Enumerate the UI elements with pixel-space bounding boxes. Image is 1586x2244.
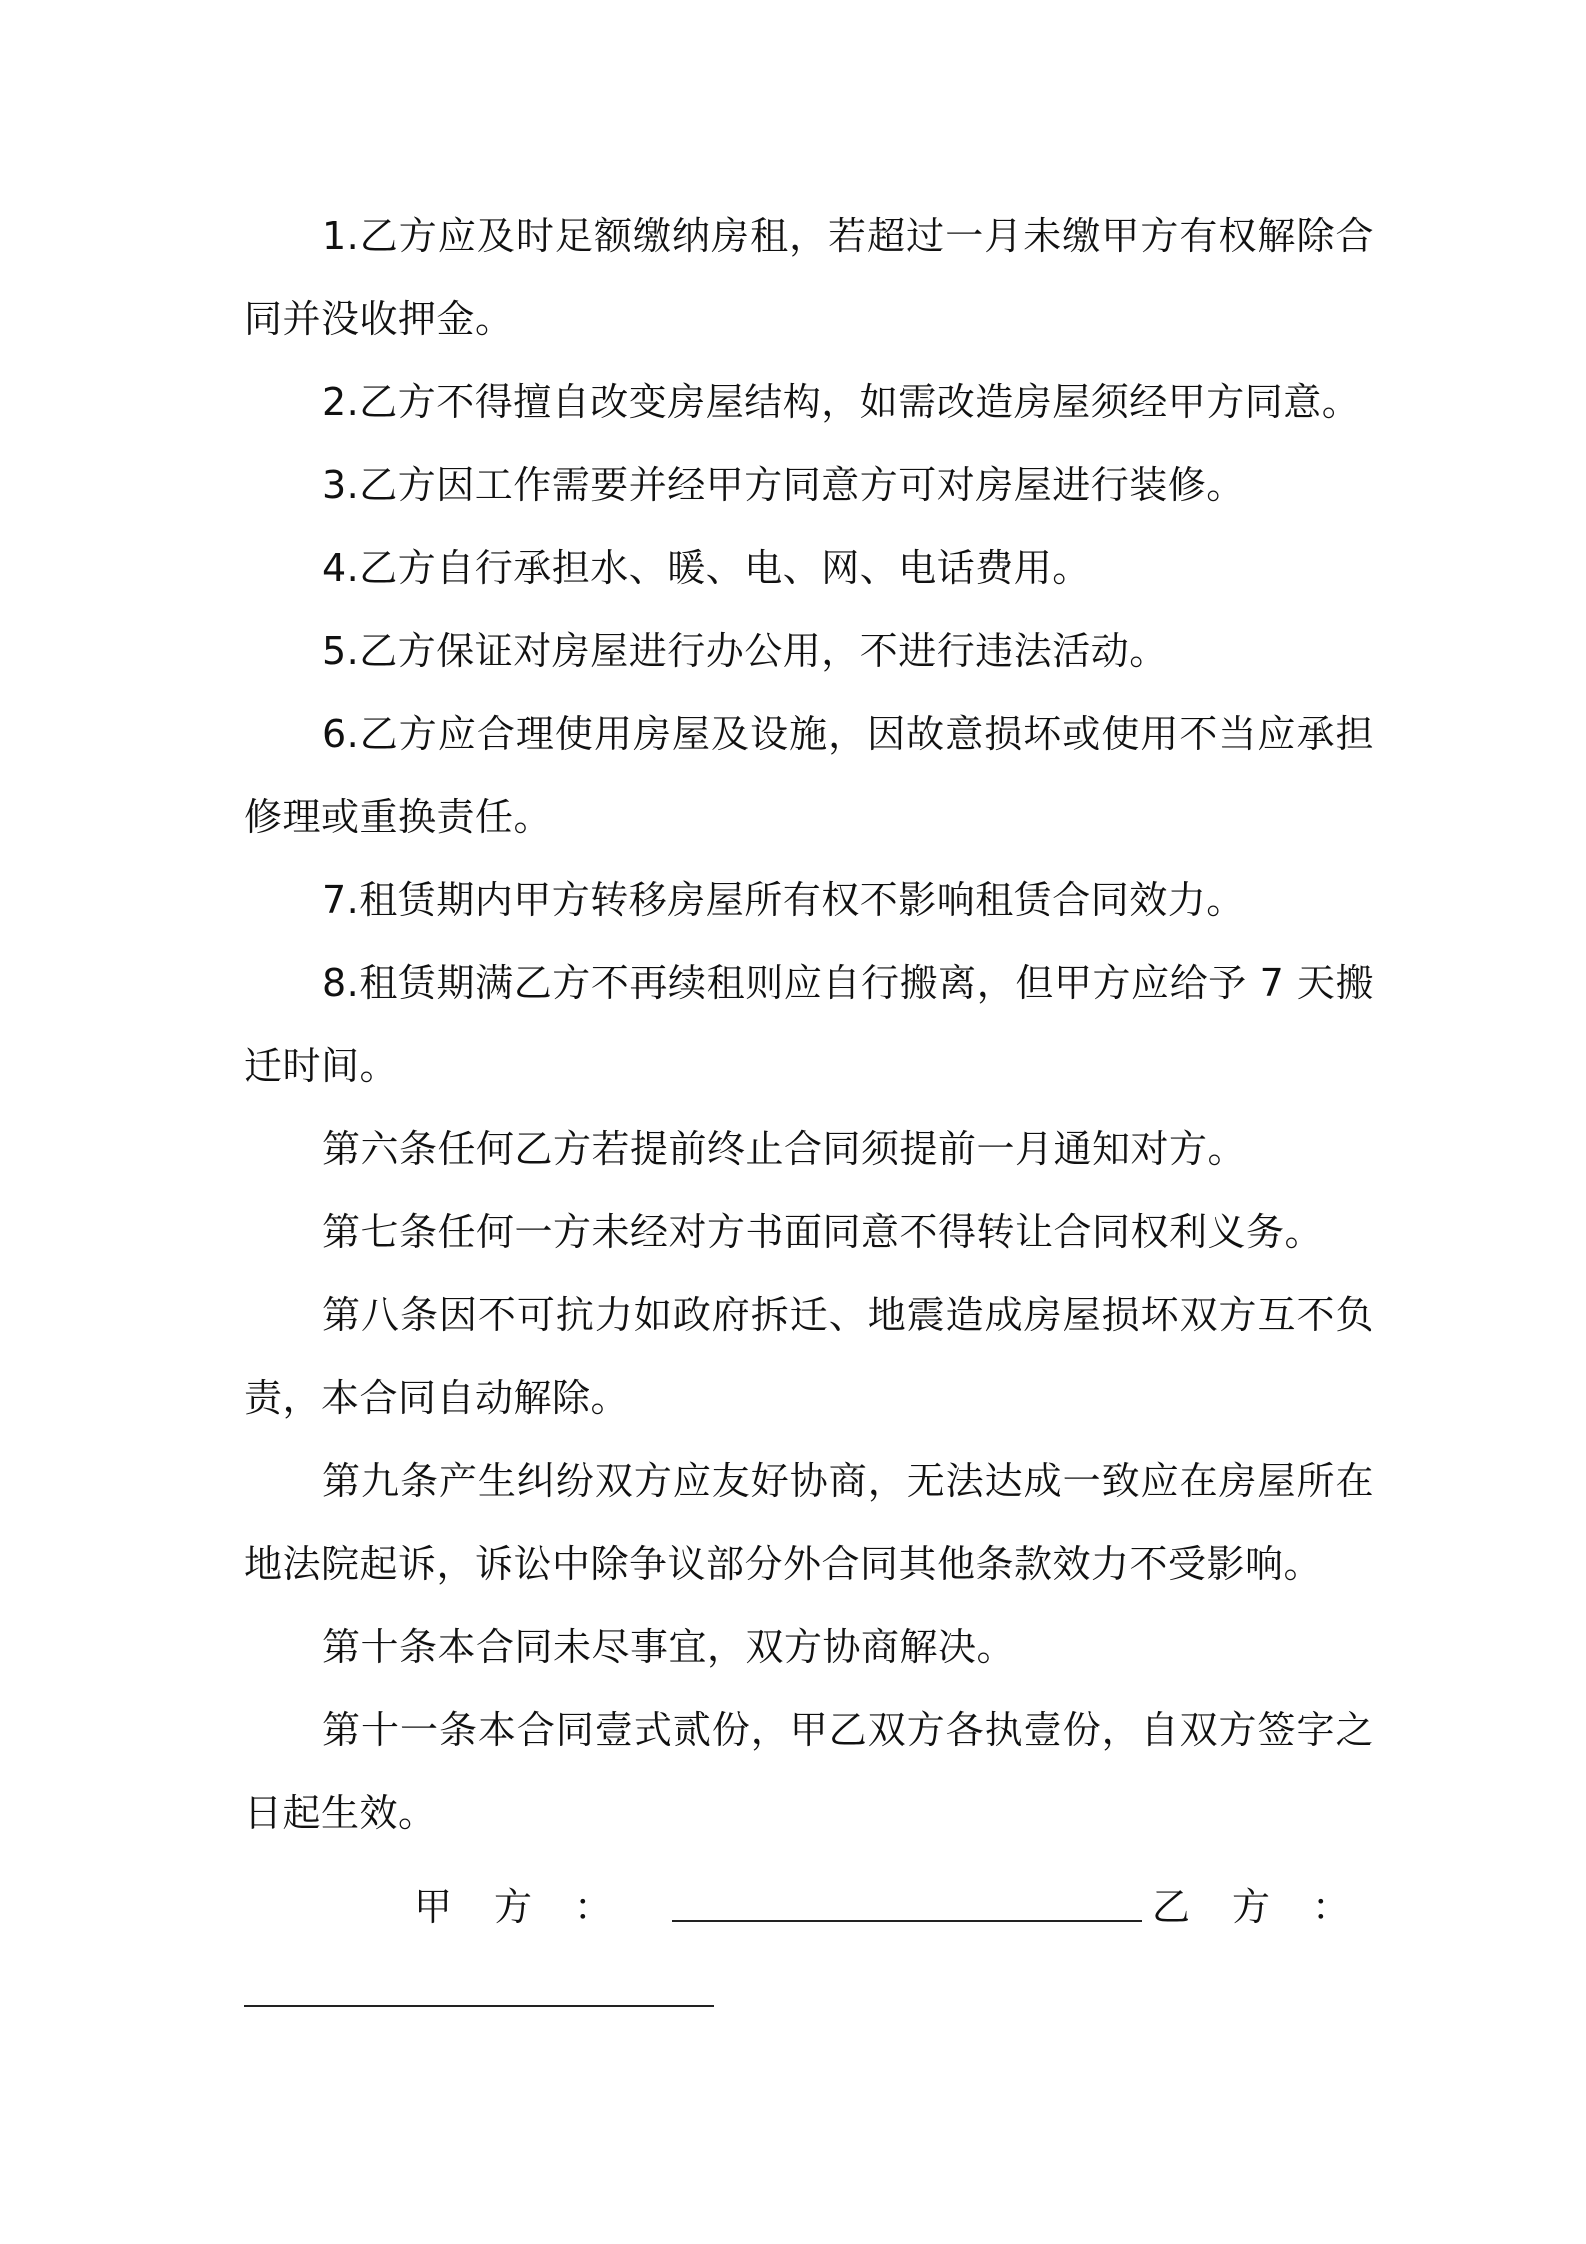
party-b-label: 乙方： [1152,1885,1393,1929]
article-8: 第八条因不可抗力如政府拆迁、地震造成房屋损坏双方互不负责，本合同自动解除。 [244,1293,1374,1420]
clause-7: 7.租赁期内甲方转移房屋所有权不影响租赁合同效力。 [322,878,1245,922]
article-6: 第六条任何乙方若提前终止合同须提前一月通知对方。 [322,1127,1247,1171]
party-a-label: 甲方： [414,1885,655,1929]
clause-6: 6.乙方应合理使用房屋及设施，因故意损坏或使用不当应承担修理或重换责任。 [244,712,1374,839]
party-a-signature-line[interactable] [672,1920,1142,1922]
party-b-signature-line[interactable] [244,2005,714,2007]
clause-4: 4.乙方自行承担水、暖、电、网、电话费用。 [322,546,1091,590]
clause-1: 1.乙方应及时足额缴纳房租，若超过一月未缴甲方有权解除合同并没收押金。 [244,214,1374,341]
article-10: 第十条本合同未尽事宜，双方协商解决。 [322,1625,1016,1669]
article-7: 第七条任何一方未经对方书面同意不得转让合同权利义务。 [322,1210,1324,1254]
clause-8: 8.租赁期满乙方不再续租则应自行搬离，但甲方应给予 7 天搬迁时间。 [244,961,1374,1088]
clause-2: 2.乙方不得擅自改变房屋结构，如需改造房屋须经甲方同意。 [322,380,1361,424]
contract-body [244,195,1374,1855]
clause-3: 3.乙方因工作需要并经甲方同意方可对房屋进行装修。 [322,463,1245,507]
signature-row [244,1866,1393,1949]
article-11: 第十一条本合同壹式贰份，甲乙双方各执壹份，自双方签字之日起生效。 [244,1708,1374,1835]
clause-5: 5.乙方保证对房屋进行办公用，不进行违法活动。 [322,629,1168,673]
article-9: 第九条产生纠纷双方应友好协商，无法达成一致应在房屋所在地法院起诉，诉讼中除争议部分外合同其他条款效力不受影响。 [244,1459,1374,1586]
